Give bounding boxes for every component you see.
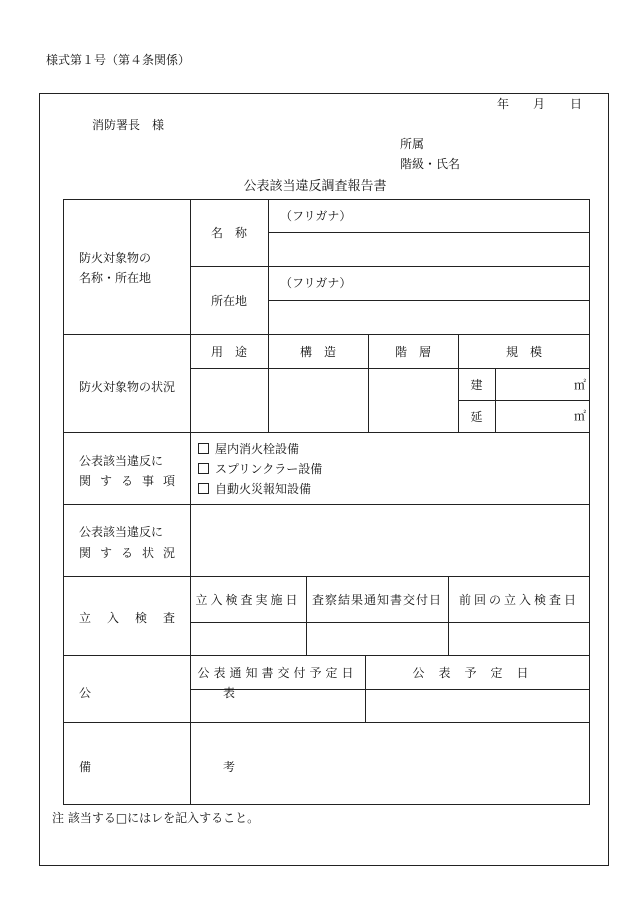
building-area-label: 建 — [470, 377, 483, 392]
checkbox-icon[interactable] — [198, 483, 209, 494]
publication-label: 公 表 — [79, 686, 296, 700]
scale-header: 規 模 — [505, 344, 542, 359]
violation-status-label-line1: 公表該当違反に — [79, 525, 164, 539]
address-label: 所在地 — [210, 293, 247, 308]
address-furigana: （フリガナ） — [280, 276, 352, 290]
violation-items-label-line1: 公表該当違反に — [79, 454, 164, 468]
divider — [268, 300, 590, 301]
divider — [63, 504, 590, 505]
publication-notice-date-header: 公表通知書交付予定日 — [197, 665, 358, 680]
object-label-line2: 名称・所在地 — [79, 271, 152, 285]
date-day: 日 — [570, 97, 583, 111]
name-rank-label: 階級・氏名 — [400, 157, 461, 171]
date-year: 年 — [497, 97, 510, 111]
divider — [190, 622, 590, 623]
divider — [268, 199, 269, 334]
divider — [268, 232, 590, 233]
date-month: 月 — [533, 97, 546, 111]
document-title: 公表該当違反調査報告書 — [243, 179, 387, 194]
structure-header: 構 造 — [299, 344, 336, 359]
floors-header: 階 層 — [394, 344, 431, 359]
total-area-label: 延 — [470, 409, 483, 424]
divider — [63, 432, 590, 433]
result-notice-date-header: 査察結果通知書交付日 — [311, 592, 442, 607]
publication-date-header: 公表予定日 — [412, 665, 543, 680]
option-fire-alarm[interactable]: 自動火災報知設備 — [198, 483, 311, 495]
previous-inspection-header: 前回の立入検査日 — [458, 592, 579, 607]
use-header: 用 途 — [210, 344, 247, 359]
name-label: 名 称 — [210, 226, 247, 240]
checkbox-icon[interactable] — [198, 463, 209, 474]
status-label: 防火対象物の状況 — [79, 380, 176, 394]
checkbox-icon[interactable] — [198, 443, 209, 454]
option-sprinkler[interactable]: スプリンクラー設備 — [198, 463, 322, 475]
footer-note: 注 該当する□にはレを記入すること。 — [52, 811, 260, 825]
affiliation-label: 所属 — [400, 137, 425, 151]
option-indoor-hydrant[interactable]: 屋内消火栓設備 — [198, 443, 299, 455]
violation-status-label-line2: 関する状況 — [79, 546, 185, 560]
building-area-unit: ㎡ — [574, 378, 587, 392]
remarks-label: 備 考 — [79, 760, 296, 774]
inspection-date-header: 立入検査実施日 — [195, 592, 301, 607]
object-label-line1: 防火対象物の — [79, 251, 152, 265]
form-number: 様式第１号（第４条関係） — [46, 53, 191, 67]
divider — [63, 722, 590, 723]
addressee: 消防署長 様 — [92, 118, 165, 132]
inspection-label: 立入検査 — [79, 611, 192, 625]
total-area-unit: ㎡ — [574, 409, 587, 423]
violation-items-label-line2: 関する事項 — [79, 474, 185, 488]
name-furigana: （フリガナ） — [280, 209, 352, 223]
divider — [190, 368, 590, 369]
